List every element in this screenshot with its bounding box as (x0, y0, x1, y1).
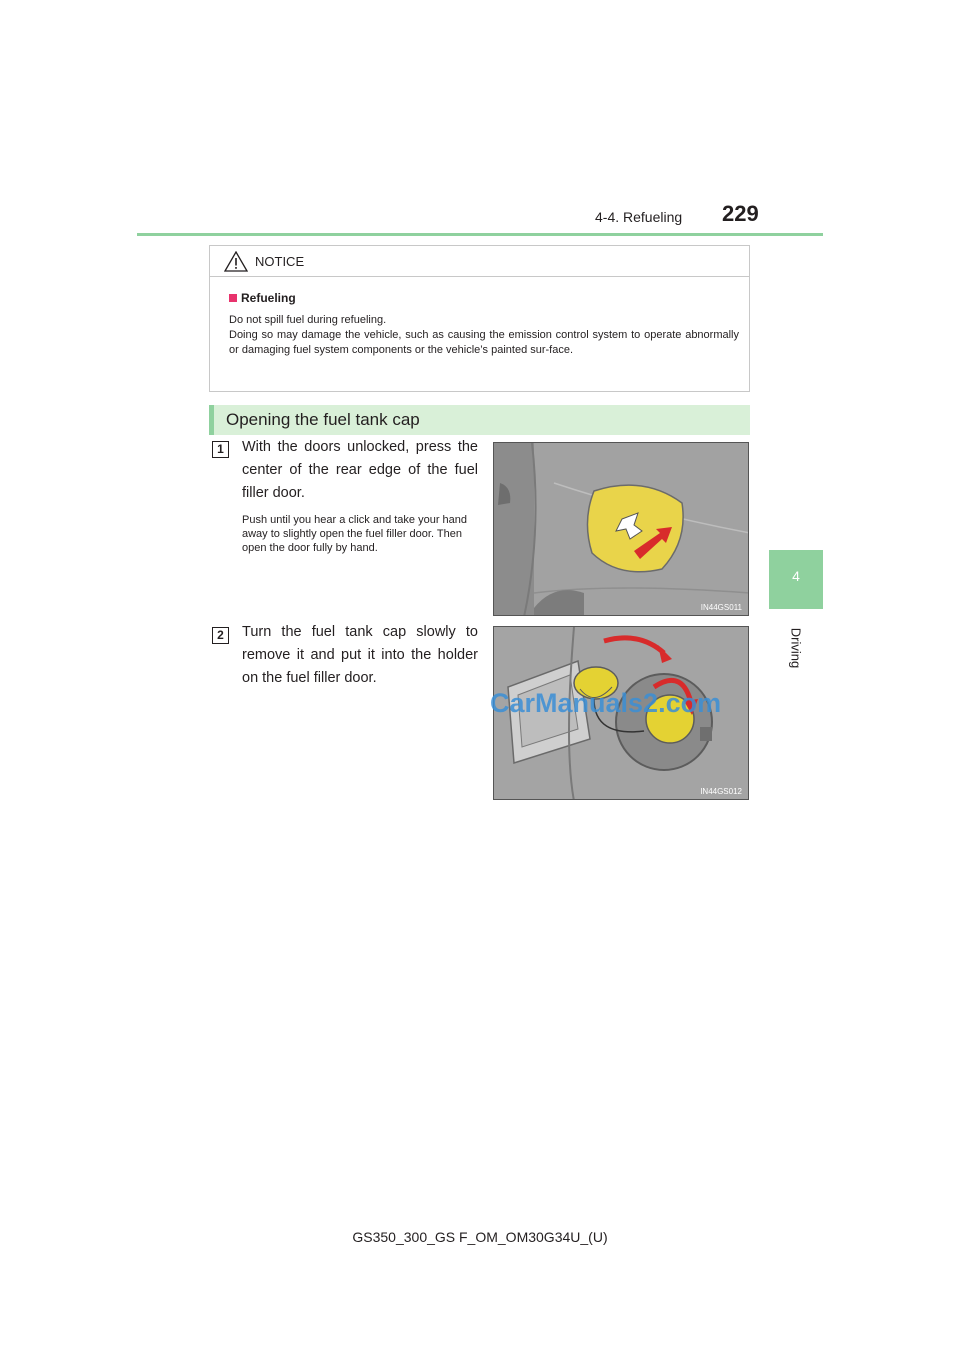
notice-header (210, 246, 749, 277)
section-heading (209, 405, 750, 435)
notice-line-2: Doing so may damage the vehicle, such as causing the emission control system to operate abnormally or damaging fuel system components or the vehicle’s painted sur-face. (229, 329, 739, 356)
step-1-image-code: IN44GS011 (700, 603, 742, 612)
footer-code: GS350_300_GS F_OM_OM30G34U_(U) (352, 1229, 608, 1245)
step-1-badge: 1 (212, 441, 229, 458)
chapter-number: 4 (792, 568, 800, 584)
chapter-tab (769, 550, 823, 609)
notice-subheading (229, 291, 296, 305)
step-2-badge: 2 (212, 627, 229, 644)
notice-title: NOTICE (255, 254, 305, 269)
chapter-label: Driving (788, 627, 804, 669)
step-1-note: Push until you hear a click and take your hand away to slightly open the fuel filler door. Then open the door fully by hand. (242, 514, 468, 554)
notice-body (229, 313, 739, 358)
page-number: 229 (722, 201, 759, 226)
step-2-image-code: IN44GS012 (700, 787, 742, 796)
watermark: CarManuals2.com (490, 688, 722, 718)
section-title: Opening the fuel tank cap (226, 410, 420, 429)
step-2-text: Turn the fuel tank cap slowly to remove it and put it into the holder on the fuel filler door. (242, 624, 478, 686)
notice-subheading-text: Refueling (241, 291, 296, 305)
warning-triangle-icon (224, 251, 248, 272)
notice-line-1: Do not spill fuel during refueling. (229, 314, 387, 326)
step-1-text: With the doors unlocked, press the center of the rear edge of the fuel filler door. (242, 439, 478, 501)
header-section: 4-4. Refueling (595, 209, 683, 225)
square-bullet-icon (229, 294, 237, 302)
header-rule (137, 233, 823, 236)
notice-box (209, 245, 750, 392)
step-1-illustration (493, 442, 749, 616)
fuel-filler-door-image (494, 443, 749, 616)
